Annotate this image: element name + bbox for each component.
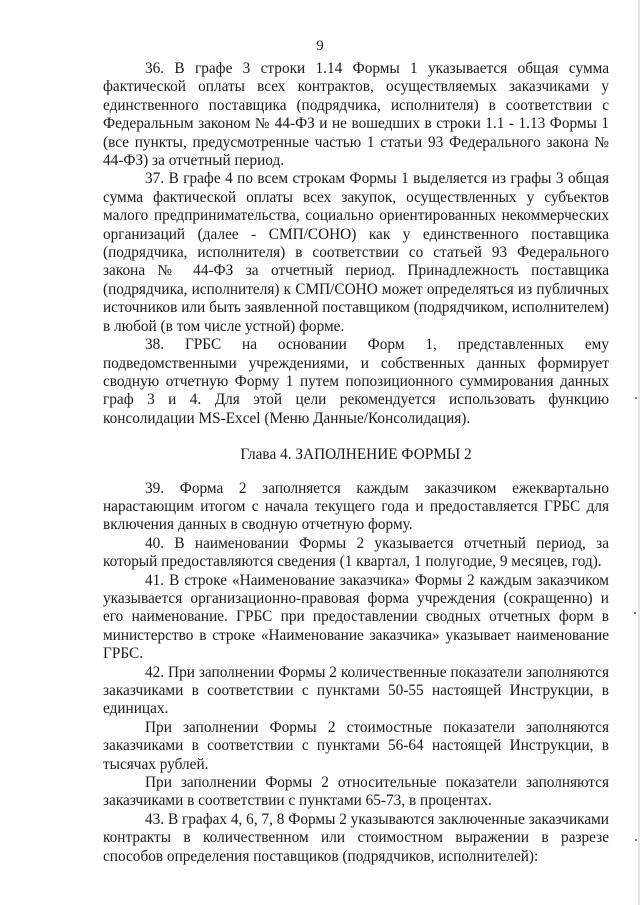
paragraph-41: 41. В строке «Наименование заказчика» Формы 2 каждым заказчиком указывается организационно-правовая форма учреждения (сокращенно) и его наименование. ГРБС при предоставлении сводных отчетных форм в министерство в строке «Наименование заказчика» указывает наименование ГРБС. (103, 571, 609, 663)
scan-speck (634, 612, 636, 614)
paragraph-42: 42. При заполнении Формы 2 количественные показатели заполняются заказчиками в соответствии с пунктами 50-55 настоящей Инструкции, в единицах. (103, 663, 609, 718)
paragraph-38: 38. ГРБС на основании Форм 1, представленных ему подведомственными учреждениями, и собственных данных формирует сводную отчетную Форму 1 путем попозиционного суммирования данных граф 3 и 4. Для этой цели рекомендуется использовать функцию консолидации MS-Excel (Меню Данные/Консолидация). (103, 336, 609, 427)
paragraph-42-relative: При заполнении Формы 2 относительные показатели заполняются заказчиками в соответствии с пунктами 65-73, в процентах. (103, 774, 609, 810)
paragraph-36: 36. В графе 3 строки 1.14 Формы 1 указывается общая сумма фактической оплаты всех контрактов, осуществляемых заказчиками у единственного поставщика (подрядчика, исполнителя) в соответствии с Федеральным законом № 44-ФЗ и не вошедших в строки 1.1 - 1.13 Формы 1 (все пункты, предусмотренные частью 1 статьи 93 Федерального закона № 44-ФЗ) за отчетный период. (103, 60, 609, 170)
paragraph-40: 40. В наименовании Формы 2 указывается отчетный период, за который предоставляются сведения (1 квартал, 1 полугодие, 9 месяцев, год). (103, 534, 609, 571)
paragraph-42-cost: При заполнении Формы 2 стоимостные показатели заполняются заказчиками в соответствии с пунктами 56-64 настоящей Инструкции, в тысячах рублей. (103, 718, 609, 773)
paragraph-39: 39. Форма 2 заполняется каждым заказчиком ежеквартально нарастающим итогом с начала текущего года и предоставляется ГРБС для включения данных в сводную отчетную форму. (103, 479, 609, 534)
scan-speck (635, 839, 637, 841)
paragraph-37: 37. В графе 4 по всем строкам Формы 1 выделяется из графы 3 общая сумма фактической оплаты всех закупок, осуществленных у субъектов малого предпринимательства, социально ориентированных некоммерческих организаций (далее - СМП/СОНО) как у единственного поставщика (подрядчика, исполнителя) в соответствии со статьей 93 Федерального закона № 44-ФЗ за отчетный период. Принадлежность поставщика (подрядчика, исполнителя) к СМП/СОНО может определяться из публичных источников или быть заявленной поставщиком (подрядчиком, исполнителем) в любой (в том числе устной) форме. (103, 170, 609, 335)
paragraph-43: 43. В графах 4, 6, 7, 8 Формы 2 указываются заключенные заказчиками контракты в количественном или стоимостном выражении в разрезе способов определения поставщиков (подрядчиков, исполнителей): (103, 810, 609, 865)
scan-speck (635, 397, 637, 399)
page-number: 9 (316, 38, 324, 54)
chapter-title: Глава 4. ЗАПОЛНЕНИЕ ФОРМЫ 2 (240, 446, 472, 464)
document-body (103, 60, 609, 866)
